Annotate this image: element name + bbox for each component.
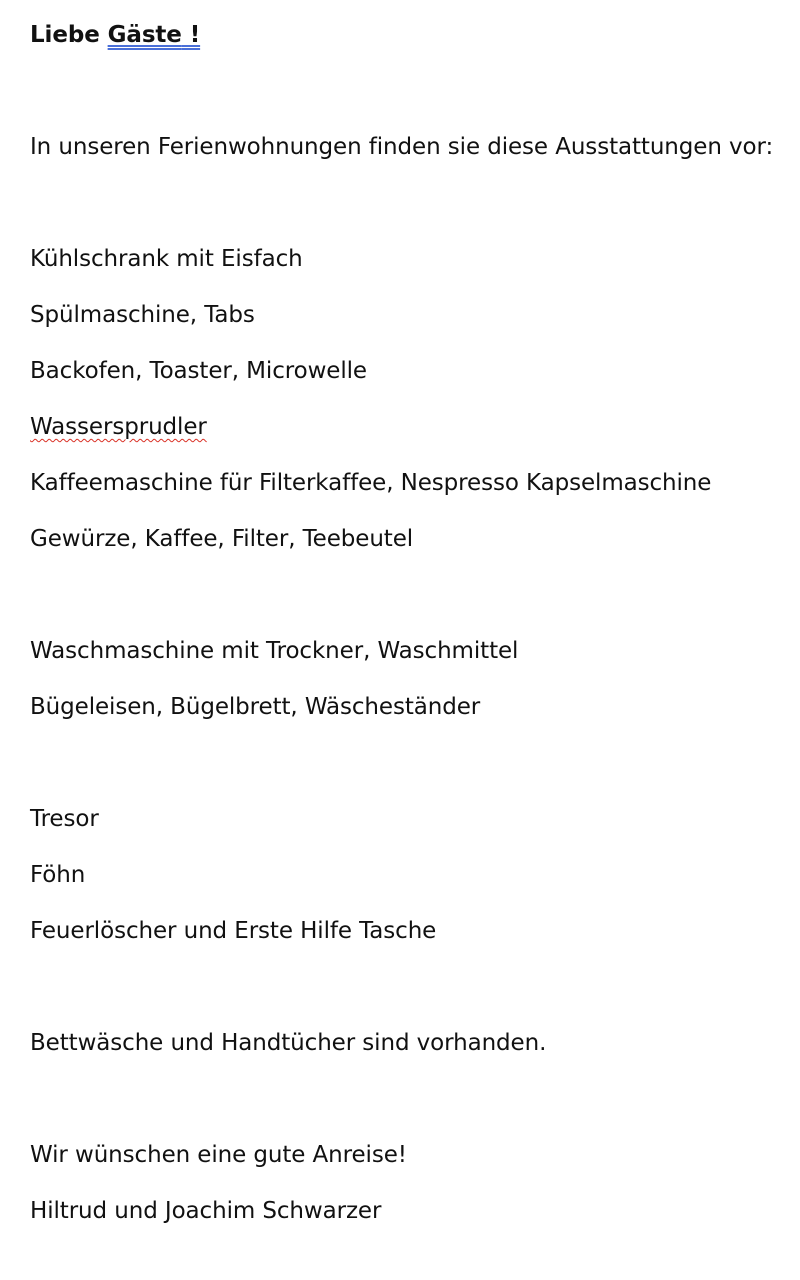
greeting-lead: Liebe bbox=[30, 22, 100, 48]
kitchen-item-fridge: Kühlschrank mit Eisfach bbox=[30, 246, 303, 272]
greeting-name: Gäste bbox=[107, 22, 182, 48]
greeting-space bbox=[100, 22, 108, 48]
safety-item-extinguisher: Feuerlöscher und Erste Hilfe Tasche bbox=[30, 918, 437, 944]
closing-text: Wir wünschen eine gute Anreise! bbox=[30, 1142, 407, 1168]
laundry-item-iron: Bügeleisen, Bügelbrett, Wäscheständer bbox=[30, 694, 481, 720]
kitchen-item-water-sprudler: Wassersprudler bbox=[30, 414, 207, 440]
greeting-name-flagged bbox=[108, 22, 200, 48]
greeting-line bbox=[30, 20, 200, 50]
greeting-mark: ! bbox=[181, 22, 201, 48]
safety-item-safe: Tresor bbox=[30, 806, 99, 832]
kitchen-item-dishwasher: Spülmaschine, Tabs bbox=[30, 302, 255, 328]
intro-text: In unseren Ferienwohnungen finden sie diese Ausstattungen vor: bbox=[30, 134, 774, 160]
linen-note: Bettwäsche und Handtücher sind vorhanden. bbox=[30, 1030, 547, 1056]
laundry-item-washer: Waschmaschine mit Trockner, Waschmittel bbox=[30, 638, 519, 664]
kitchen-item-oven: Backofen, Toaster, Microwelle bbox=[30, 358, 367, 384]
kitchen-item-coffee-machines: Kaffeemaschine für Filterkaffee, Nespresso Kapselmaschine bbox=[30, 470, 712, 496]
safety-item-hairdryer: Föhn bbox=[30, 862, 86, 888]
signature: Hiltrud und Joachim Schwarzer bbox=[30, 1198, 382, 1224]
kitchen-item-spices: Gewürze, Kaffee, Filter, Teebeutel bbox=[30, 526, 414, 552]
